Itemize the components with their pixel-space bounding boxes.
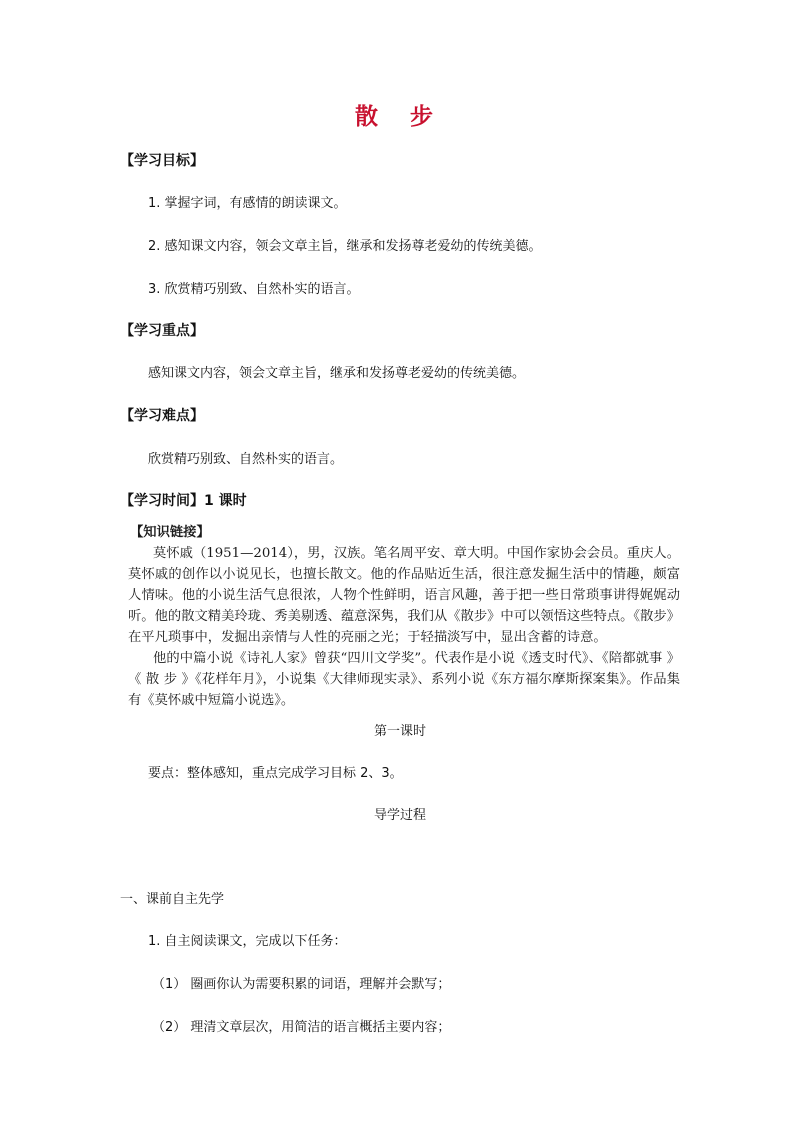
focus-heading: 【学习重点】 <box>120 323 204 339</box>
time-heading: 【学习时间】1 课时 <box>120 493 247 509</box>
difficulty-heading: 【学习难点】 <box>120 408 204 424</box>
knowledge-paragraph-1: 莫怀戚（1951—2014），男，汉族。笔名周平安、章大明。中国作家协会会员。重庆人。莫怀戚的创作以小说见长，也擅长散文。他的作品贴近生活，很注意发掘生活中的情趣，颇富人情味。他的小说生活气息很浓，人物个性鲜明，语言风趣，善于把一些日常琐事讲得娓娓动听。他的散文精美玲珑、秀美剔透、蕴意深隽，我们从《散步》中可以领悟这些特点。《散步》在平凡琐事中，发掘出亲情与人性的亮丽之光；于轻描淡写中，显出含蓄的诗意。 <box>128 546 680 645</box>
goal-item-2: 2. 感知课文内容，领会文章主旨，继承和发扬尊老爱幼的传统美德。 <box>148 239 542 254</box>
lesson-title: 第一课时 <box>373 724 426 739</box>
goals-heading: 【学习目标】 <box>120 153 204 169</box>
section1-task: 1. 自主阅读课文，完成以下任务： <box>148 934 347 949</box>
section1-sub-1: （1） 圈画你认为需要积累的词语，理解并会默写； <box>152 977 451 992</box>
knowledge-link-box <box>128 522 680 711</box>
lesson-key-points: 要点：整体感知，重点完成学习目标 2、3。 <box>148 766 403 781</box>
goal-item-1: 1. 掌握字词，有感情的朗读课文。 <box>148 196 347 211</box>
knowledge-paragraph-2: 他的中篇小说《诗礼人家》曾获“四川文学奖”。代表作是小说《透支时代》、《陪都就事 》《 散 步 》《花样年月》，小说集《大律师现实录》、系列小说《东方福尔摩斯探案集》。作品集有《莫怀戚中短篇小说选》。 <box>128 651 680 708</box>
focus-text: 感知课文内容，领会文章主旨，继承和发扬尊老爱幼的传统美德。 <box>148 366 526 381</box>
goal-item-3: 3. 欣赏精巧别致、自然朴实的语言。 <box>148 282 360 297</box>
section1-sub-2: （2） 理清文章层次，用简洁的语言概括主要内容； <box>152 1020 451 1035</box>
difficulty-text: 欣赏精巧别致、自然朴实的语言。 <box>148 452 344 467</box>
section1-heading: 一、课前自主先学 <box>120 892 225 907</box>
knowledge-heading: 【知识链接】 <box>130 525 210 540</box>
page-title: 散 步 <box>354 103 445 130</box>
process-title: 导学过程 <box>373 808 426 823</box>
